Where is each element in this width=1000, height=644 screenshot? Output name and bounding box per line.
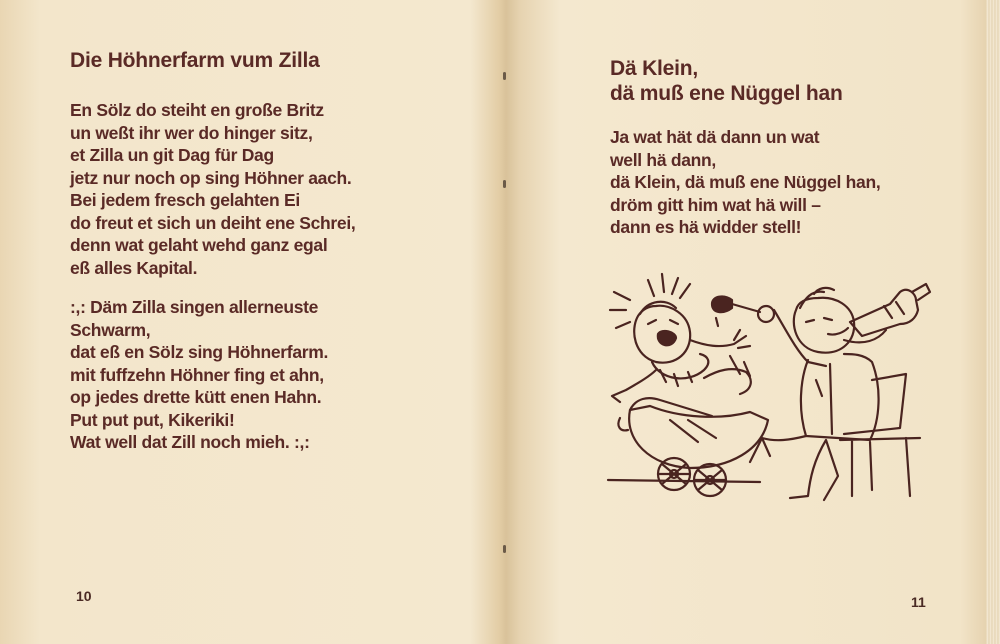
verse-line: well hä dann, — [610, 149, 716, 170]
binding-stitch — [503, 180, 506, 188]
right-page — [610, 56, 970, 256]
binding-stitch — [503, 545, 506, 553]
title-line: Dä Klein, — [610, 57, 699, 80]
verse-line: jetz nur noch op sing Höhner aach. — [70, 167, 352, 188]
verse-line: mit fuffzehn Höhner fing et ahn, — [70, 364, 324, 385]
page-number-right: 11 — [911, 594, 926, 610]
verse-line: Ja wat hät dä dann un wat — [610, 127, 820, 147]
verse-line: En Sölz do steiht en große Britz — [70, 100, 324, 120]
stanza — [610, 126, 970, 239]
binding-stitch — [503, 72, 506, 80]
stanza — [70, 99, 470, 279]
song-title — [610, 56, 970, 106]
cartoon-illustration — [600, 270, 940, 510]
verse-line: dröm gitt him wat hä will – — [610, 194, 821, 215]
song-title: Die Höhnerfarm vum Zilla — [70, 49, 320, 72]
verse-line: :,: Däm Zilla singen allerneuste — [70, 297, 319, 317]
verse-line: Bei jedem fresch gelahten Ei — [70, 190, 300, 210]
verse-line: eß alles Kapital. — [70, 257, 198, 278]
refrain-stanza — [70, 296, 470, 454]
verse-line: un weßt ihr wer do hinger sitz, — [70, 122, 313, 143]
verse-line: do freut et sich un deiht ene Schrei, — [70, 212, 356, 233]
verse-line: Wat well dat Zill noch mieh. :,: — [70, 432, 310, 452]
verse-line: Put put put, Kikeriki! — [70, 409, 235, 430]
verse-line: dä Klein, dä muß ene Nüggel han, — [610, 172, 881, 192]
verse-line: dann es hä widder stell! — [610, 217, 802, 237]
verse-line: et Zilla un git Dag für Dag — [70, 145, 274, 165]
left-page — [70, 48, 470, 471]
page-edges — [986, 0, 1000, 644]
page-number-left: 10 — [76, 588, 92, 604]
title-line: dä muß ene Nüggel han — [610, 82, 843, 105]
verse-line: denn wat gelaht wehd ganz egal — [70, 235, 328, 255]
verse-line: dat eß en Sölz sing Höhnerfarm. — [70, 342, 329, 362]
verse-line: Schwarm, — [70, 319, 151, 340]
verse-line: op jedes drette kütt enen Hahn. — [70, 387, 322, 407]
